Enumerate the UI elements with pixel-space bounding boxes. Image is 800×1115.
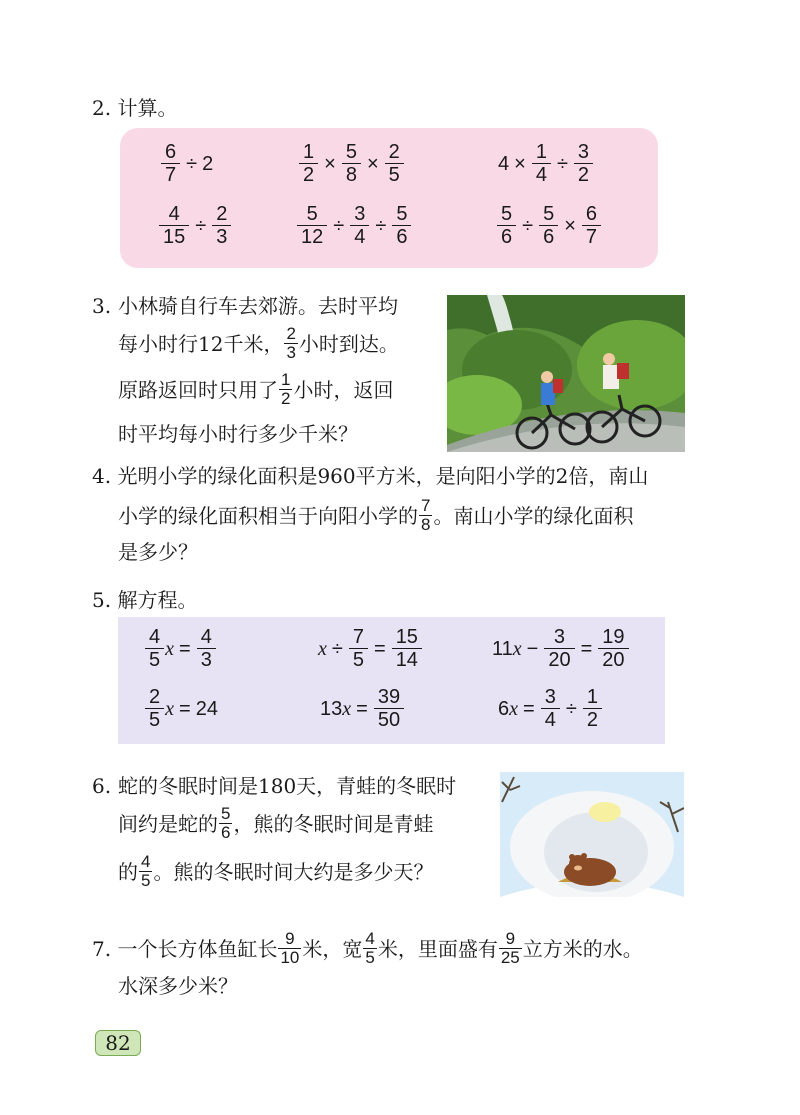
q2-heading: 2. 计算。 — [92, 96, 178, 120]
hibernating-bear-picture — [500, 772, 684, 897]
calc-expr-6: $\frac{5}{6}$ ÷ $\frac{5}{6}$ × $\frac{6}{7}$ — [496, 204, 602, 248]
q3-number: 3. — [92, 294, 112, 318]
q6-line-1: 蛇的冬眠时间是180天，青蛙的冬眠时 — [118, 774, 457, 798]
calc-expr-4: $\frac{4}{15}$ ÷ $\frac{2}{3}$ — [158, 204, 232, 248]
calc-expr-1: $\frac{6}{7}$ ÷ 2 — [160, 142, 213, 186]
equation-3: 11 x − $\frac{3}{20}$ = $\frac{19}{20}$ — [492, 627, 630, 671]
calc-exercise-box — [120, 128, 658, 268]
equation-5: 13 x = $\frac{39}{50}$ — [320, 687, 405, 731]
q4-line-3: 是多少？ — [118, 540, 198, 564]
calc-expr-3: 4 × $\frac{1}{4}$ ÷ $\frac{3}{2}$ — [498, 142, 594, 186]
q3-line-4: 时平均每小时行多少千米？ — [118, 422, 358, 446]
q6-line-2: 间约是蛇的 5 6 ，熊的冬眠时间是青蛙 — [118, 804, 434, 843]
q4-line-1: 4. 光明小学的绿化面积是960平方米，是向阳小学的2倍，南山 — [92, 464, 649, 488]
q3-line-1: 小林骑自行车去郊游。去时平均 — [118, 294, 398, 318]
page-number: 82 — [95, 1030, 141, 1056]
q5-heading: 5. 解方程。 — [92, 588, 198, 612]
equation-2: x ÷ $\frac{7}{5}$ = $\frac{15}{14}$ — [318, 627, 423, 671]
cyclists-photo — [447, 295, 685, 452]
q3-line-2: 每小时行12千米， 2 3 小时到达。 — [118, 324, 399, 363]
q6-number: 6. — [92, 774, 112, 798]
equation-1: $\frac{4}{5}$ x = $\frac{4}{3}$ — [144, 627, 217, 671]
equation-4: $\frac{2}{5}$ x = 24 — [144, 687, 218, 731]
equation-6: 6 x = $\frac{3}{4}$ ÷ $\frac{1}{2}$ — [498, 687, 603, 731]
calc-expr-5: $\frac{5}{12}$ ÷ $\frac{3}{4}$ ÷ $\frac{5}{6}$ — [296, 204, 412, 248]
q3-line-3: 原路返回时只用了 1 2 小时，返回 — [118, 370, 394, 409]
q4-line-2: 小学的绿化面积相当于向阳小学的 7 8 。南山小学的绿化面积 — [118, 496, 634, 535]
q7-line-1: 7. 一个长方体鱼缸长 9 10 米，宽 4 5 米，里面盛有 9 25 立方米的水。 — [92, 929, 643, 968]
calc-expr-2: $\frac{1}{2}$ × $\frac{5}{8}$ × $\frac{2}{5}$ — [298, 142, 405, 186]
q6-line-3: 的 4 5 。熊的冬眠时间大约是多少天？ — [118, 852, 434, 891]
equation-exercise-box — [118, 617, 665, 744]
q7-line-2: 水深多少米？ — [118, 974, 238, 998]
